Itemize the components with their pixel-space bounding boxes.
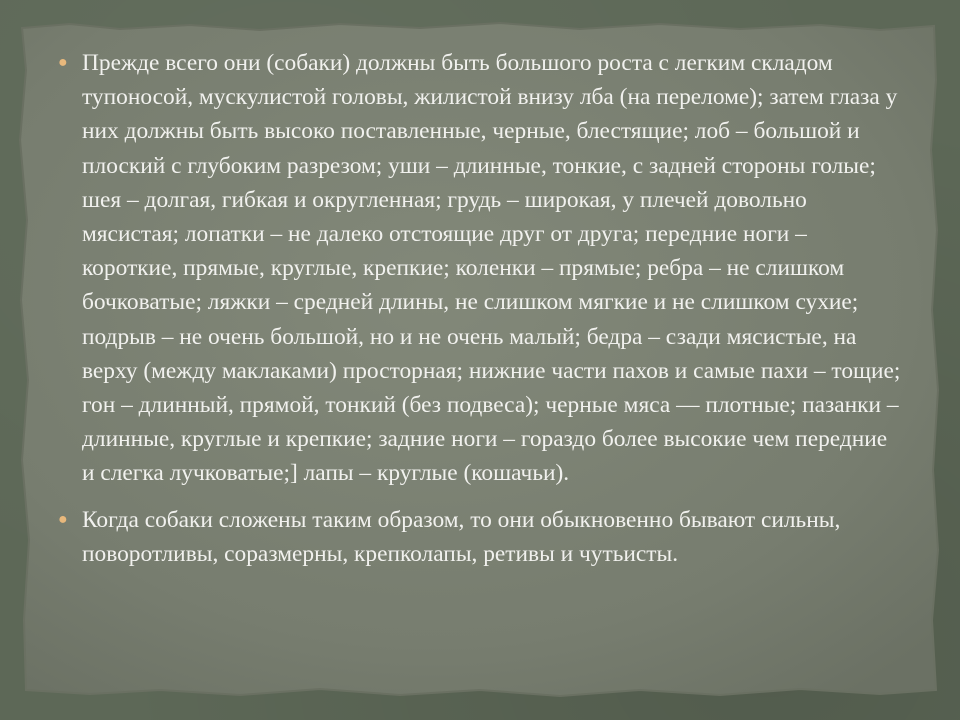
- bullet-icon: ●: [58, 510, 68, 528]
- paragraph-text: Прежде всего они (собаки) должны быть большого роста с легким складом тупоносой, мускулистой головы, жилистой внизу лба (на переломе); затем глаза у них должны быть высоко поставленные, черные, блестящие; лоб – большой и плоский с глубоким разрезом; уши – длинные, тонкие, с задней стороны голые; шея – долгая, гибкая и округленная; грудь – широкая, у плечей довольно мясистая; лопатки – не далеко отстоящие друг от друга; передние ноги – короткие, прямые, круглые, крепкие; коленки – прямые; ребра – не слишком бочковатые; ляжки – средней длины, не слишком мягкие и не слишком сухие; подрыв – не очень большой, но и не очень малый; бедра – сзади мясистые, на верху (между маклаками) просторная; нижние части пахов и самые пахи – тощие; гон – длинный, прямой, тонкий (без подвеса); черные мяса — плотные; пазанки – длинные, круглые и крепкие; задние ноги – гораздо более высокие чем передние и слегка лучковатые;] лапы – круглые (кошачьи).: [82, 50, 901, 487]
- paragraph-text: Когда собаки сложены таким образом, то они обыкновенно бывают сильны, поворотливы, соразмерны, крепколапы, ретивы и чутьисты.: [82, 506, 841, 567]
- slide-content: [56, 46, 904, 571]
- bullet-icon: ●: [58, 54, 68, 71]
- bullet-paragraph-1: [56, 46, 904, 491]
- bullet-paragraph-2: [56, 503, 904, 571]
